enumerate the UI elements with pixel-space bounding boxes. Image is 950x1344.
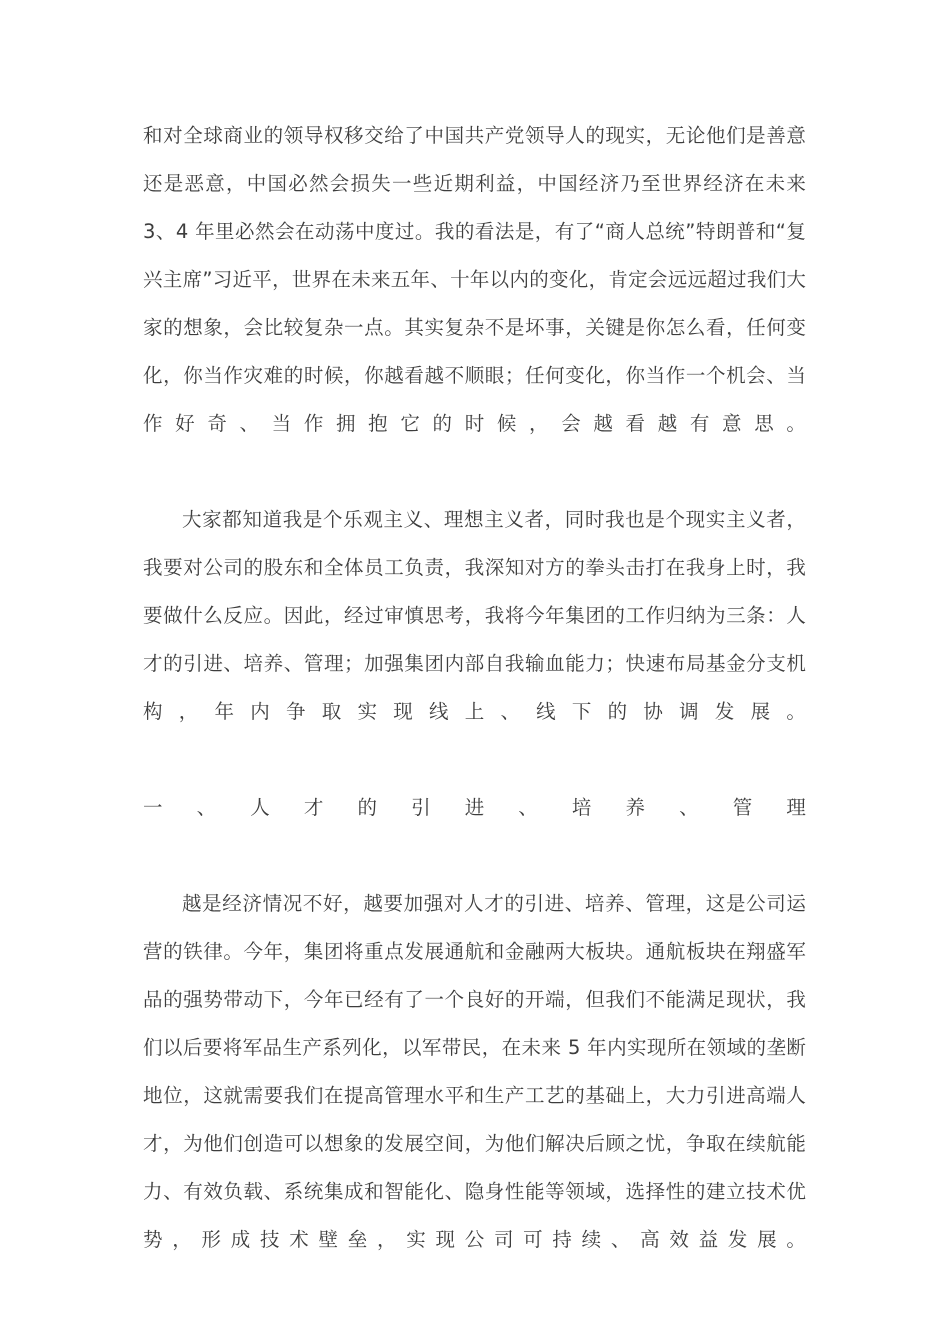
paragraph-continuation: 和对全球商业的领导权移交给了中国共产党领导人的现实，无论他们是善意还是恶意，中国必然会损失一些近期利益，中国经济乃至世界经济在未来 3、4 年里必然会在动荡中度过。我的看法是，有了“商人总统”特朗普和“复兴主席”习近平，世界在未来五年、十年以内的变化，肯定会远远超过我们大家的想象，会比较复杂一点。其实复杂不是坏事，关键是你怎么看，任何变化，你当作灾难的时候，你越看越不顺眼；任何变化，你当作一个机会、当作好奇、当作拥抱它的时候，会越看越有意思。 (143, 124, 806, 435)
heading-section-one: 一、人才的引进、培养、管理 (143, 796, 806, 819)
document-text-body (143, 112, 806, 1312)
paragraph-three-tasks: 大家都知道我是个乐观主义、理想主义者，同时我也是个现实主义者，我要对公司的股东和全体员工负责，我深知对方的拳头击打在我身上时，我要做什么反应。因此，经过审慎思考，我将今年集团的工作归纳为三条：人才的引进、培养、管理；加强集团内部自我输血能力；快速布局基金分支机构，年内争取实现线上、线下的协调发展。 (143, 508, 806, 723)
paragraph-talent: 越是经济情况不好，越要加强对人才的引进、培养、管理，这是公司运营的铁律。今年，集团将重点发展通航和金融两大板块。通航板块在翔盛军品的强势带动下，今年已经有了一个良好的开端，但我们不能满足现状，我们以后要将军品生产系列化，以军带民，在未来 5 年内实现所在领域的垄断地位，这就需要我们在提高管理水平和生产工艺的基础上，大力引进高端人才，为他们创造可以想象的发展空间，为他们解决后顾之忧，争取在续航能力、有效负载、系统集成和智能化、隐身性能等领域，选择性的建立技术优势，形成技术壁垒，实现公司可持续、高效益发展。 (143, 892, 806, 1251)
